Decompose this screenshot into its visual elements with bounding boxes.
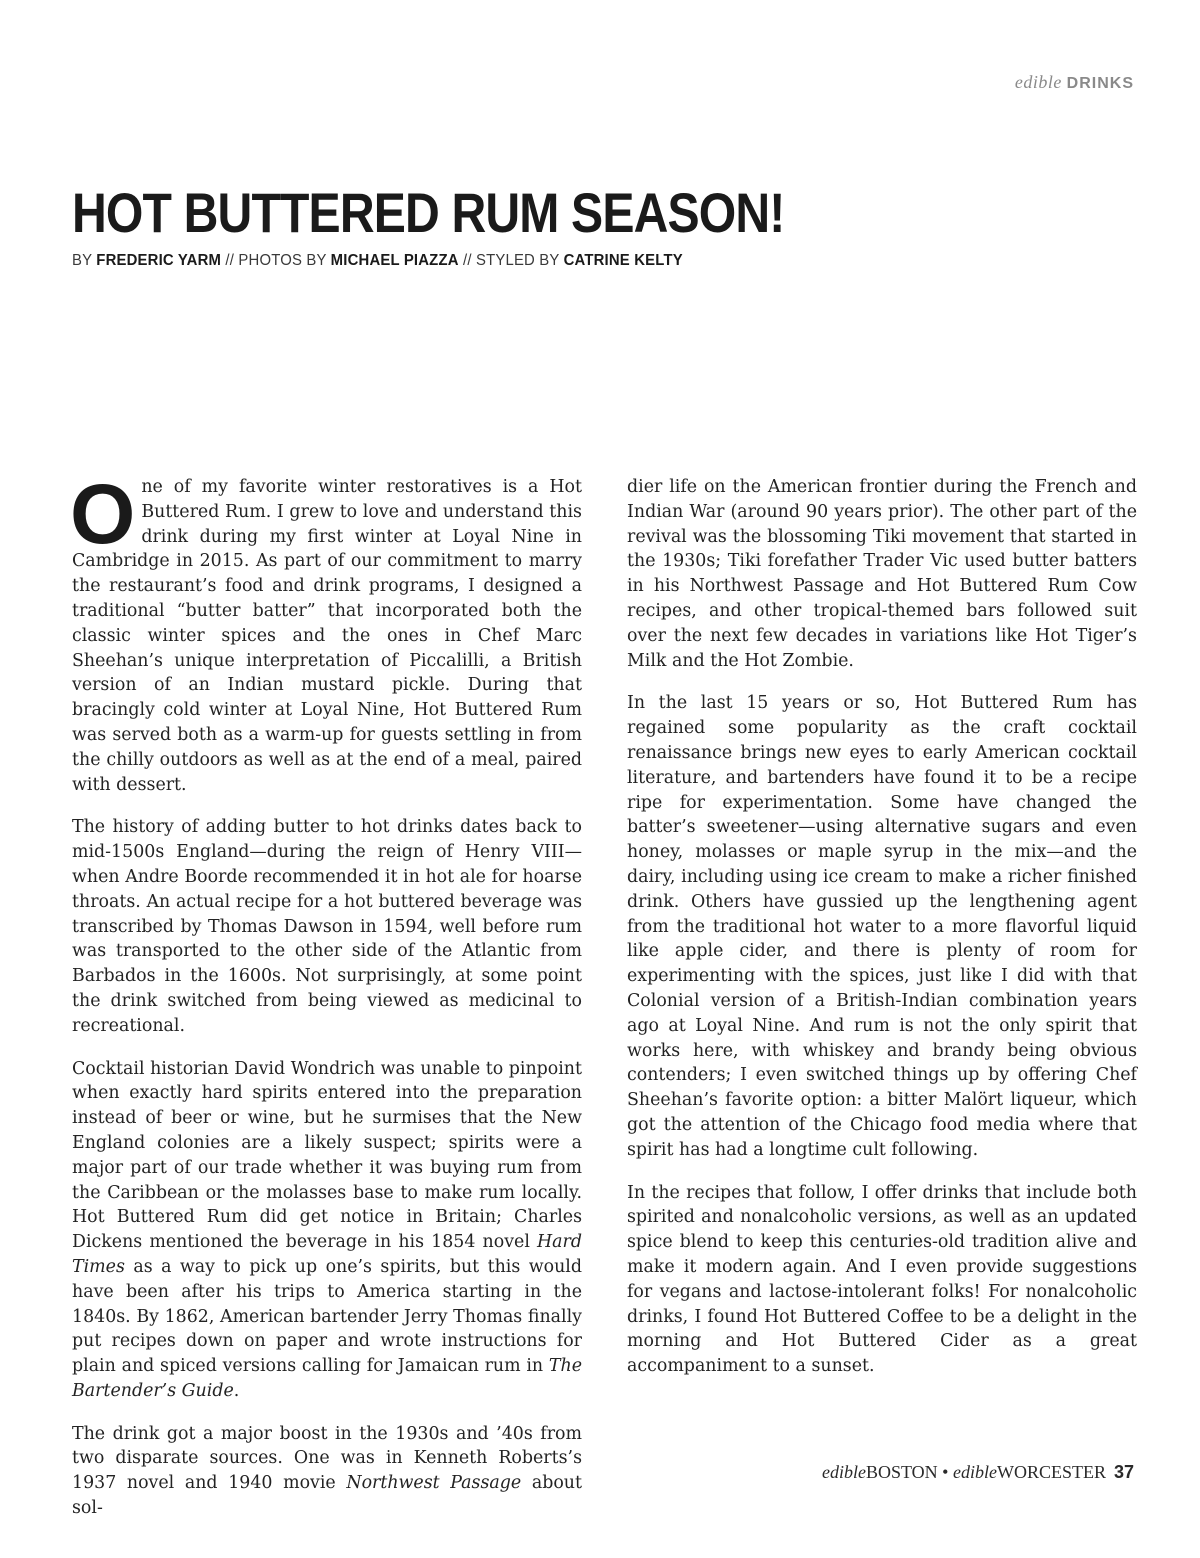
book-title-northwest-passage: Northwest Passage <box>346 1473 522 1494</box>
byline-author: FREDERIC YARM <box>96 252 222 269</box>
page-number: 37 <box>1113 1462 1134 1482</box>
section-tag <box>1015 72 1134 93</box>
byline-stylist: CATRINE KELTY <box>563 252 683 269</box>
paragraph-7: In the recipes that follow, I offer drinks that include both spirited and nonalcoholic versions, as well as an updated spice blend to keep this centuries-old tradition alive and make it modern again. And I even provide suggestions for vegans and lactose-intolerant folks! For nonalcoholic drinks, I found Hot Buttered Coffee to be a delight in the morning and Hot Buttered Cider as a great accompaniment to a sunset. <box>627 1182 1137 1377</box>
page-footer <box>822 1462 1134 1483</box>
paragraph-4-text-b: about sol- <box>72 1473 582 1519</box>
paragraph-1-text: ne of my favorite winter restoratives is a Hot Buttered Rum. I grew to love and understand this drink during my first winter at Loyal Nine in Cambridge in 2015. As part of our commitment to marry the restaurant’s food and drink programs, I designed a traditional “butter batter” that incorporated both the classic winter spices and the ones in Chef Marc Sheehan’s unique interpretation of Piccalilli, a British version of an Indian mustard pickle. During that bracingly cold winter at Loyal Nine, Hot Buttered Rum was served both as a warm-up for guests settling in from the chilly outdoors as well as at the end of a meal, paired with dessert. <box>72 477 582 795</box>
article-column-right <box>627 475 1137 1397</box>
byline-photos-label: PHOTOS BY <box>238 252 327 269</box>
byline-separator-2: // <box>463 252 472 269</box>
article-column-left <box>70 467 582 1539</box>
byline-by-label: BY <box>72 252 92 269</box>
byline-photographer: MICHAEL PIAZZA <box>330 252 459 269</box>
book-title-hard-times: Hard Times <box>72 1232 582 1277</box>
paragraph-3-text-c: . <box>233 1380 240 1401</box>
paragraph-6: In the last 15 years or so, Hot Buttered Rum has regained some popularity as the craft cocktail renaissance brings new eyes to early American cocktail literature, and bartenders have found it to be a recipe ripe for experimentation. Some have changed the batter’s sweetener—using alternative sugars and even honey, molasses or maple syrup in the mix—and the dairy, including using ice cream to make a richer finished drink. Others have gussied up the lengthening agent from the traditional hot water to a more flavorful liquid like apple cider, and there is plenty of room for experimenting with the spices, just like I did with that Colonial version of a British-Indian combination years ago at Loyal Nine. And rum is not the only spirit that works here, with whiskey and brandy being obvious contenders; I even switched things up by offering Chef Sheehan’s favorite option: a bitter Malört liqueur, which got the attention of the Chicago food media where that spirit has had a longtime cult following. <box>627 693 1137 1160</box>
paragraph-1 <box>70 467 582 797</box>
footer-bullet: • <box>937 1462 953 1482</box>
footer-edible-1: edible <box>821 1462 866 1482</box>
section-tag-name: DRINKS <box>1066 75 1134 92</box>
article-title: HOT BUTTERED RUM SEASON! <box>72 181 785 244</box>
paragraph-4-text-a: The drink got a major boost in the 1930s and ’40s from two disparate sources. One was in Kenneth Roberts’s 1937 novel and 1940 movie <box>72 1423 582 1494</box>
paragraph-3-text-a: Cocktail historian David Wondrich was unable to pinpoint when exactly hard spirits entered into the preparation instead of beer or wine, but he surmises that the New England colonies are a likely suspect; spirits were a major part of our trade whether it was buying rum from the Caribbean or the molasses base to make rum locally. Hot Buttered Rum did get notice in Britain; Charles Dickens mentioned the beverage in his 1854 novel <box>72 1058 582 1253</box>
section-tag-edible: edible <box>1014 72 1062 92</box>
footer-edible-2: edible <box>952 1462 997 1482</box>
paragraph-5: dier life on the American frontier during the French and Indian War (around 90 years prior). The other part of the revival was the blossoming Tiki movement that started in the 1930s; Tiki forefather Trader Vic used butter batters in his Northwest Passage and Hot Buttered Rum Cow recipes, and other tropical-themed bars followed suit over the next few decades in variations like Hot Tiger’s Milk and the Hot Zombie. <box>627 477 1137 671</box>
byline-separator-1: // <box>225 252 235 269</box>
paragraph-3-text-b: as a way to pick up one’s spirits, but this would have been after his trips to America starting in the 1840s. By 1862, American bartender Jerry Thomas finally put recipes down on paper and wrote instructions for plain and spiced versions calling for Jamaican rum in <box>72 1256 582 1377</box>
byline-styled-label: STYLED BY <box>475 252 560 269</box>
book-title-bartenders-guide: The Bartender’s Guide <box>72 1356 582 1401</box>
drop-cap: O <box>70 467 136 561</box>
paragraph-3 <box>72 1057 582 1404</box>
footer-publication-worcester: WORCESTER <box>996 1462 1106 1482</box>
byline <box>72 252 683 270</box>
footer-publication-boston: BOSTON <box>865 1462 938 1482</box>
paragraph-2: The history of adding butter to hot drinks dates back to mid-1500s England—during the reign of Henry VIII—when Andre Boorde recommended it in hot ale for hoarse throats. An actual recipe for a hot buttered beverage was transcribed by Thomas Dawson in 1594, well before rum was transported to the other side of the Atlantic from Barbados in the 1600s. Not surprisingly, at some point the drink switched from being viewed as medicinal to recreational. <box>72 817 582 1036</box>
paragraph-4 <box>72 1422 582 1521</box>
